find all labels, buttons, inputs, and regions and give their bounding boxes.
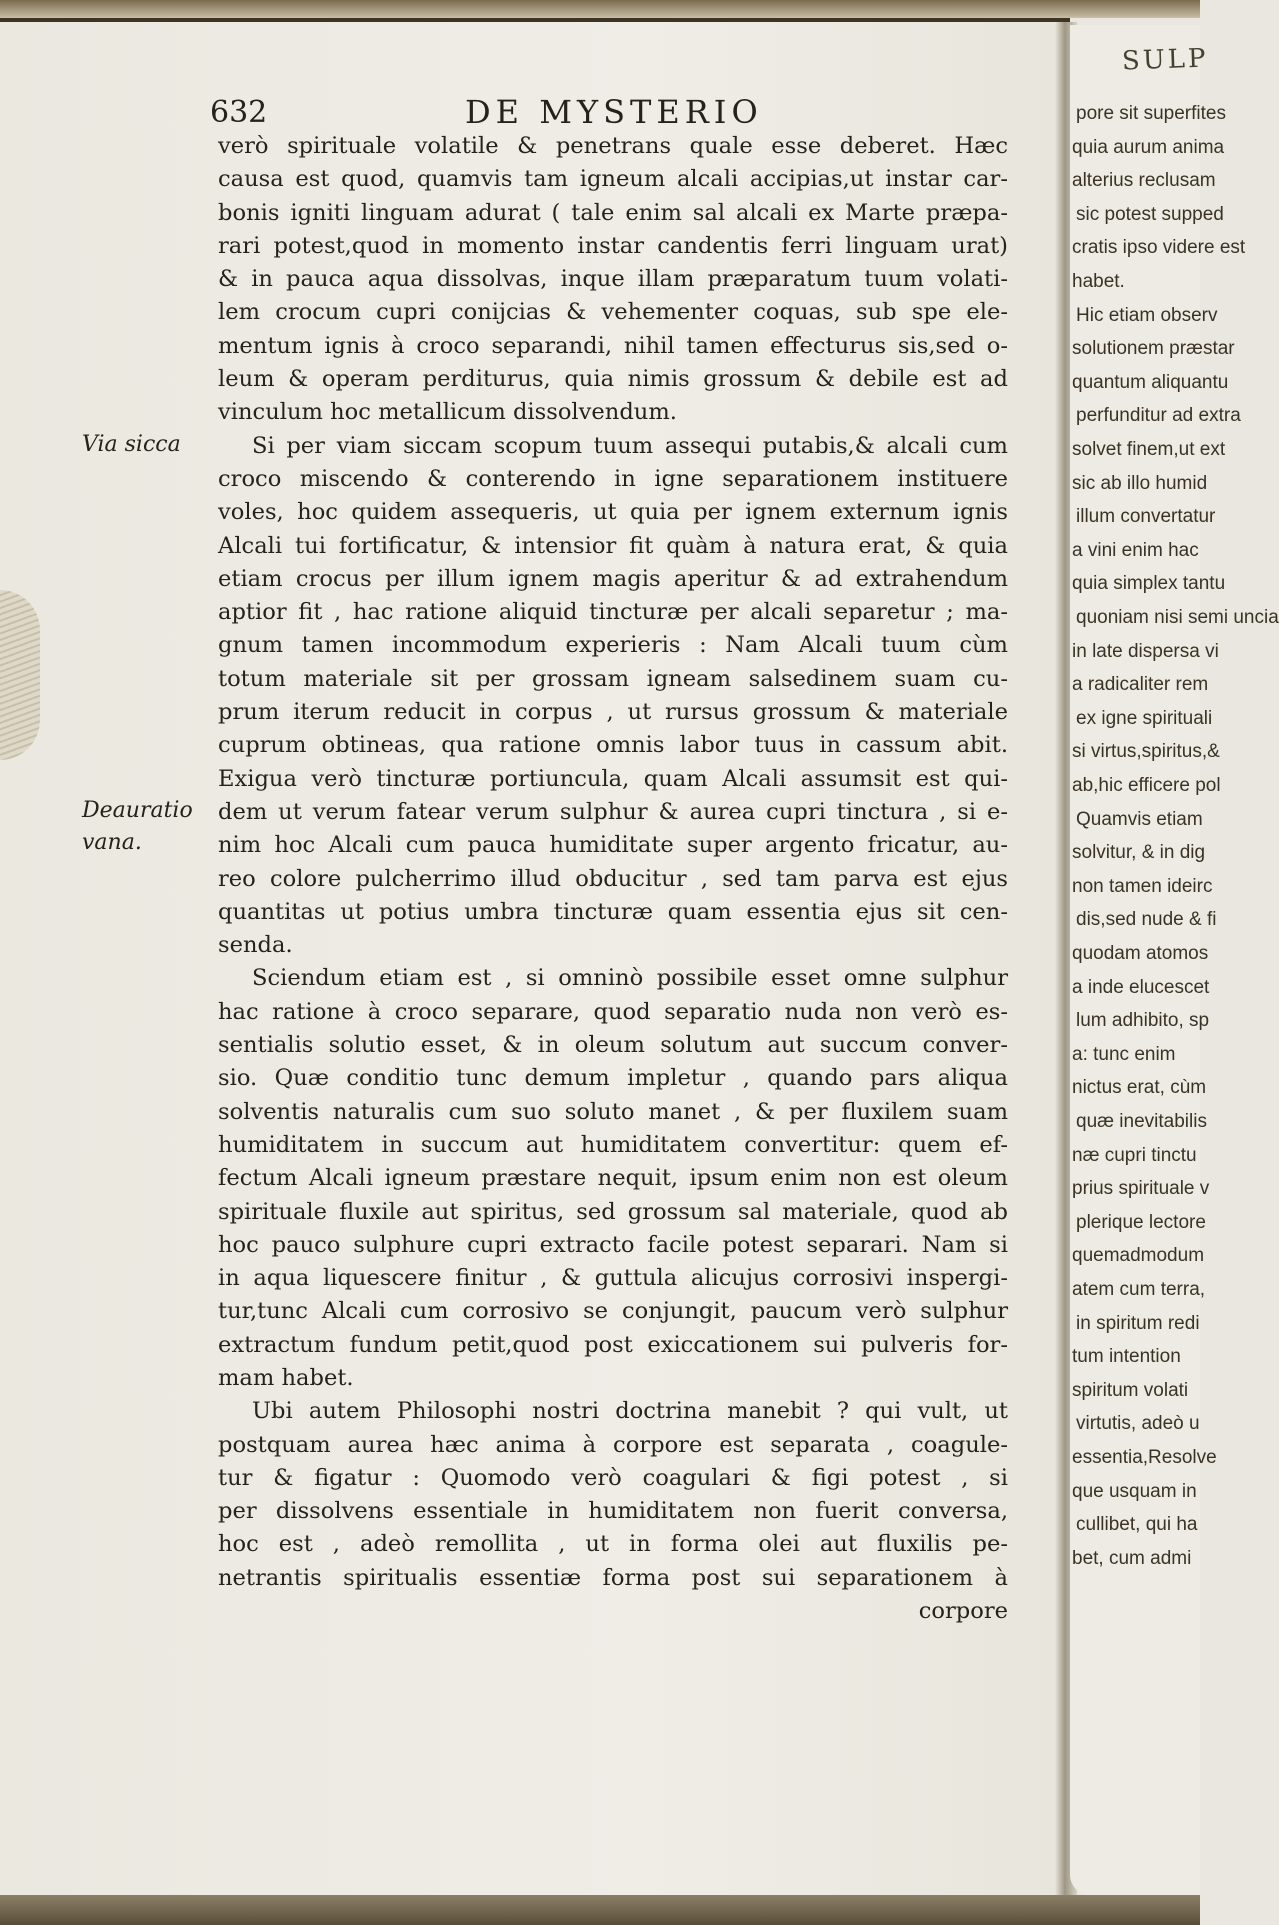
- text-line: croco miscendo & conterendo in igne separationem instituere: [218, 465, 1008, 492]
- text-line: postquam aurea hæc anima à corpore est separata , coagule-: [218, 1431, 1008, 1458]
- text-line: & in pauca aqua dissolvas, inque illam præparatum tuum volati-: [218, 266, 1008, 293]
- facing-page: [1070, 25, 1279, 1895]
- page-top-edge: [0, 0, 1200, 18]
- text-line: spirituale fluxile aut spiritus, sed grossum sal materiale, quod ab: [218, 1198, 1008, 1225]
- facing-text-line: nictus erat, cùm: [1072, 1077, 1207, 1099]
- text-line: corpore: [918, 1598, 1008, 1625]
- text-line: mentum ignis à croco separandi, nihil tamen effecturus sis,sed o-: [218, 332, 1008, 359]
- facing-text-line: a: tunc enim: [1072, 1043, 1176, 1065]
- facing-text-line: cullibet, qui ha: [1076, 1514, 1198, 1536]
- facing-text-line: prius spirituale v: [1072, 1178, 1210, 1200]
- text-line: gnum tamen incommodum experieris : Nam Alcali tuum cùm: [218, 632, 1008, 659]
- facing-text-line: quæ inevitabilis: [1076, 1111, 1207, 1132]
- facing-text-line: lum adhibito, sp: [1076, 1010, 1210, 1032]
- text-line: Sciendum etiam est , si omninò possibile esset omne sulphur: [252, 965, 1008, 992]
- body-text: [218, 130, 1008, 1628]
- text-line: totum materiale sit per grossam igneam salsedinem suam cu-: [218, 665, 1008, 692]
- facing-text-line: habet.: [1072, 271, 1125, 292]
- text-line: causa est quod, quamvis tam igneum alcali accipias,ut instar car-: [218, 166, 1008, 193]
- text-line: cuprum obtineas, qua ratione omnis labor tuus in cassum abit.: [218, 732, 1008, 759]
- text-line: lem crocum cupri conijcias & vehementer coquas, sub spe ele-: [218, 299, 1008, 326]
- text-line: hac ratione à croco separare, quod separatio nuda non verò es-: [218, 998, 1008, 1025]
- text-line: extractum fundum petit,quod post exiccationem sui pulveris for-: [218, 1331, 1008, 1358]
- facing-text-line: atem cum terra,: [1072, 1279, 1206, 1300]
- facing-text-line: virtutis, adeò u: [1076, 1413, 1200, 1435]
- facing-text-line: quantum aliquantu: [1072, 371, 1229, 393]
- text-line: dem ut verum fatear verum sulphur & aurea cupri tinctura , si e-: [218, 798, 1008, 825]
- text-line: hoc est , adeò remollita , ut in forma olei aut fluxilis pe-: [218, 1531, 1008, 1558]
- facing-text-line: quodam atomos: [1072, 943, 1209, 964]
- facing-text-line: Hic etiam observ: [1076, 304, 1218, 326]
- text-line: quantitas ut potius umbra tincturæ quam essentia ejus sit cen-: [218, 898, 1008, 925]
- text-line: bonis igniti linguam adurat ( tale enim sal alcali ex Marte præpa-: [218, 199, 1008, 226]
- text-line: Si per viam siccam scopum tuum assequi putabis,& alcali cum: [252, 432, 1008, 459]
- facing-text-line: a vini enim hac: [1072, 539, 1199, 561]
- facing-text-line: a radicaliter rem: [1072, 674, 1209, 696]
- text-line: voles, hoc quidem assequeris, ut quia per ignem externum ignis: [218, 499, 1008, 526]
- facing-text-line: sic potest supped: [1076, 203, 1224, 225]
- facing-text-line: perfunditur ad extra: [1076, 405, 1241, 427]
- facing-text-line: Quamvis etiam: [1076, 808, 1203, 830]
- text-line: tur & figatur : Quomodo verò coagulari & figi potest , si: [218, 1464, 1008, 1491]
- facing-text-line: que usquam in: [1072, 1480, 1197, 1502]
- text-line: senda.: [218, 932, 293, 959]
- margin-note-vana: vana.: [82, 830, 142, 855]
- facing-text-line: pore sit superfites: [1076, 103, 1226, 124]
- facing-text-line: sic ab illo humid: [1072, 472, 1208, 494]
- running-title: DE MYSTERIO: [465, 93, 763, 131]
- text-line: netrantis spiritualis essentiæ forma post sui separationem à: [218, 1564, 1008, 1591]
- text-line: Alcali tui fortificatur, & intensior fit quàm à natura erat, & quia: [218, 532, 1008, 559]
- text-line: per dissolvens essentiale in humiditatem non fuerit conversa,: [218, 1498, 1008, 1525]
- facing-text-line: essentia,Resolve: [1072, 1447, 1217, 1468]
- facing-text-line: a inde elucescet: [1072, 976, 1210, 998]
- text-line: prum iterum reducit in corpus , ut rursus grossum & materiale: [218, 699, 1008, 726]
- page-bottom-edge: [0, 1895, 1200, 1925]
- facing-text-line: in spiritum redi: [1076, 1312, 1200, 1334]
- facing-text-line: solvet finem,ut ext: [1072, 439, 1226, 460]
- text-line: solventis naturalis cum suo soluto manet , & per fluxilem suam: [218, 1098, 1008, 1125]
- binding-thread: [0, 590, 40, 760]
- text-line: rari potest,quod in momento instar candentis ferri linguam urat): [218, 232, 1008, 259]
- facing-text-line: quia simplex tantu: [1072, 573, 1226, 595]
- facing-text-line: quemadmodum: [1072, 1245, 1205, 1267]
- text-line: Exigua verò tincturæ portiuncula, quam Alcali assumsit est qui-: [218, 765, 1008, 792]
- facing-text-line: dis,sed nude & fi: [1076, 909, 1217, 931]
- page-header: [210, 95, 1010, 135]
- page-number: 632: [210, 95, 268, 130]
- facing-text-line: plerique lectore: [1076, 1211, 1206, 1233]
- text-line: etiam crocus per illum ignem magis aperitur & ad extrahendum: [218, 565, 1008, 592]
- facing-text-line: in late dispersa vi: [1072, 640, 1219, 662]
- text-line: vinculum hoc metallicum dissolvendum.: [218, 399, 677, 426]
- facing-text-line: solvitur, & in dig: [1072, 842, 1206, 864]
- facing-text-line: tum intention: [1072, 1346, 1181, 1368]
- text-line: nim hoc Alcali cum pauca humiditate super argento fricatur, au-: [218, 832, 1008, 859]
- facing-text-line: ab,hic efficere pol: [1072, 775, 1221, 796]
- text-line: humiditatem in succum aut humiditatem convertitur: quem ef-: [218, 1131, 1008, 1158]
- facing-text-line: spiritum volati: [1072, 1379, 1189, 1401]
- facing-text-line: non tamen ideirc: [1072, 875, 1213, 897]
- facing-text-line: quoniam nisi semi uncia: [1076, 607, 1279, 628]
- text-line: Ubi autem Philosophi nostri doctrina manebit ? qui vult, ut: [252, 1398, 1008, 1425]
- facing-text-line: si virtus,spiritus,&: [1072, 741, 1220, 763]
- margin-note-via-sicca: Via sicca: [82, 432, 181, 457]
- facing-text-line: illum convertatur: [1076, 506, 1216, 528]
- text-line: tur,tunc Alcali cum corrosivo se conjungit, paucum verò sulphur: [218, 1298, 1008, 1325]
- facing-text-line: bet, cum admi: [1072, 1547, 1192, 1569]
- text-line: sentialis solutio esset, & in oleum solutum aut succum conver-: [218, 1032, 1008, 1059]
- text-line: sio. Quæ conditio tunc demum impletur , quando pars aliqua: [218, 1065, 1008, 1092]
- text-line: leum & operam perditurus, quia nimis grossum & debile est ad: [218, 366, 1008, 393]
- margin-note-deauratio: Deauratio: [82, 798, 193, 823]
- facing-text-line: quia aurum anima: [1072, 136, 1225, 158]
- facing-running-head: SULP: [1121, 43, 1209, 77]
- facing-text-line: næ cupri tinctu: [1072, 1144, 1197, 1166]
- facing-text-line: solutionem præstar: [1072, 338, 1235, 360]
- text-line: fectum Alcali igneum præstare nequit, ipsum enim non est oleum: [218, 1165, 1008, 1192]
- facing-text-line: alterius reclusam: [1072, 170, 1216, 192]
- text-line: verò spirituale volatile & penetrans quale esse deberet. Hæc: [218, 133, 1008, 159]
- text-line: aptior fit , hac ratione aliquid tincturæ per alcali separetur ; ma-: [218, 599, 1008, 626]
- text-line: in aqua liquescere finitur , & guttula alicujus corrosivi inspergi-: [218, 1265, 1008, 1292]
- text-line: mam habet.: [218, 1364, 354, 1391]
- facing-text-line: cratis ipso videre est: [1072, 237, 1246, 259]
- text-line: hoc pauco sulphure cupri extracto facile potest separari. Nam si: [218, 1231, 1008, 1258]
- facing-text-line: ex igne spirituali: [1076, 707, 1213, 729]
- text-line: reo colore pulcherrimo illud obducitur , sed tam parva est ejus: [218, 865, 1008, 892]
